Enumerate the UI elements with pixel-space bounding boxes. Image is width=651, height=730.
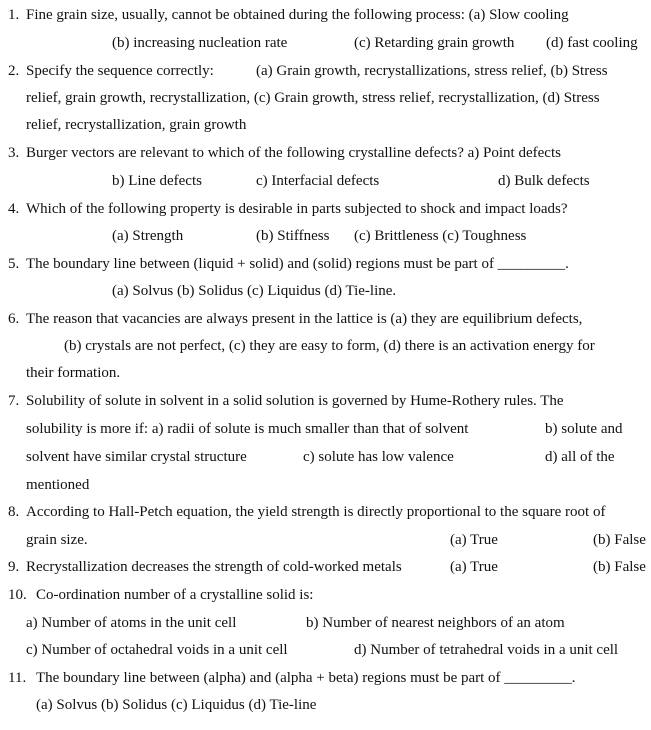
q10-option-c: c) Number of octahedral voids in a unit cell xyxy=(26,642,288,658)
q4-option-a: (a) Strength xyxy=(112,228,184,244)
question-6-text: The reason that vacancies are always present in the lattice is (a) they are equilibrium defects, xyxy=(26,311,583,327)
q5-options: (a) Solvus (b) Solidus (c) Liquidus (d) Tie-line. xyxy=(112,283,397,299)
question-2-number: 2. xyxy=(8,63,20,79)
q3-option-c: c) Interfacial defects xyxy=(256,173,380,189)
question-7-number: 7. xyxy=(8,393,20,409)
question-7-option-c: c) solute has low valence xyxy=(303,449,454,465)
question-7-option-b-cont: solvent have similar crystal structure xyxy=(26,449,247,465)
question-6-text-line: (b) crystals are not perfect, (c) they are easy to form, (d) there is an activation energy for xyxy=(64,338,595,354)
q9-option-b: (b) False xyxy=(593,559,646,575)
question-4-number: 4. xyxy=(8,201,20,217)
question-7-option-d-cont: mentioned xyxy=(26,477,90,493)
question-7-option-d: d) all of the xyxy=(545,449,615,465)
q10-option-b: b) Number of nearest neighbors of an atom xyxy=(306,615,565,631)
question-11-text: The boundary line between (alpha) and (alpha + beta) regions must be part of _________. xyxy=(36,670,576,686)
q3-option-d: d) Bulk defects xyxy=(498,173,590,189)
question-2-text-line: relief, grain growth, recrystallization, (c) Grain growth, stress relief, recrystallization, (d) Stress xyxy=(26,90,600,106)
q10-option-a: a) Number of atoms in the unit cell xyxy=(26,615,237,631)
q1-option-c: (c) Retarding grain growth xyxy=(354,35,515,51)
question-4-text: Which of the following property is desirable in parts subjected to shock and impact loads? xyxy=(26,201,568,217)
question-9-text: Recrystallization decreases the strength of cold-worked metals xyxy=(26,559,402,575)
question-8-text-line: grain size. xyxy=(26,532,88,548)
question-1-text: Fine grain size, usually, cannot be obtained during the following process: (a) Slow cooling xyxy=(26,7,569,23)
question-6-number: 6. xyxy=(8,311,20,327)
question-5-number: 5. xyxy=(8,256,20,272)
question-2-text: Specify the sequence correctly: xyxy=(26,63,214,79)
q9-option-a: (a) True xyxy=(450,559,498,575)
q8-option-b: (b) False xyxy=(593,532,646,548)
question-8-number: 8. xyxy=(8,504,20,520)
question-7-option-a: solubility is more if: a) radii of solute is much smaller than that of solvent xyxy=(26,421,469,437)
question-11-number: 11. xyxy=(8,670,27,686)
q4-option-b: (b) Stiffness xyxy=(256,228,330,244)
question-10-number: 10. xyxy=(8,587,27,603)
q8-option-a: (a) True xyxy=(450,532,498,548)
question-3-text: Burger vectors are relevant to which of the following crystalline defects? a) Point defects xyxy=(26,145,561,161)
question-3-number: 3. xyxy=(8,145,20,161)
question-7-text: Solubility of solute in solvent in a solid solution is governed by Hume-Rothery rules. The xyxy=(26,393,564,409)
question-2-text-line: relief, recrystallization, grain growth xyxy=(26,117,247,133)
question-2-option-a: (a) Grain growth, recrystallizations, stress relief, (b) Stress xyxy=(256,63,608,79)
q10-option-d: d) Number of tetrahedral voids in a unit cell xyxy=(354,642,619,658)
q1-option-d: (d) fast cooling xyxy=(546,35,638,51)
question-1-number: 1. xyxy=(8,7,20,23)
question-8-text: According to Hall-Petch equation, the yield strength is directly proportional to the square root of xyxy=(26,504,606,520)
q1-option-b: (b) increasing nucleation rate xyxy=(112,35,288,51)
question-5-text: The boundary line between (liquid + solid) and (solid) regions must be part of _________. xyxy=(26,256,569,272)
question-10-text: Co-ordination number of a crystalline solid is: xyxy=(36,587,314,603)
q4-option-c: (c) Brittleness (c) Toughness xyxy=(354,228,527,244)
question-7-option-b: b) solute and xyxy=(545,421,623,437)
q3-option-b: b) Line defects xyxy=(112,173,202,189)
question-6-text-line: their formation. xyxy=(26,365,121,381)
question-9-number: 9. xyxy=(8,559,20,575)
q11-options: (a) Solvus (b) Solidus (c) Liquidus (d) Tie-line xyxy=(36,697,317,713)
